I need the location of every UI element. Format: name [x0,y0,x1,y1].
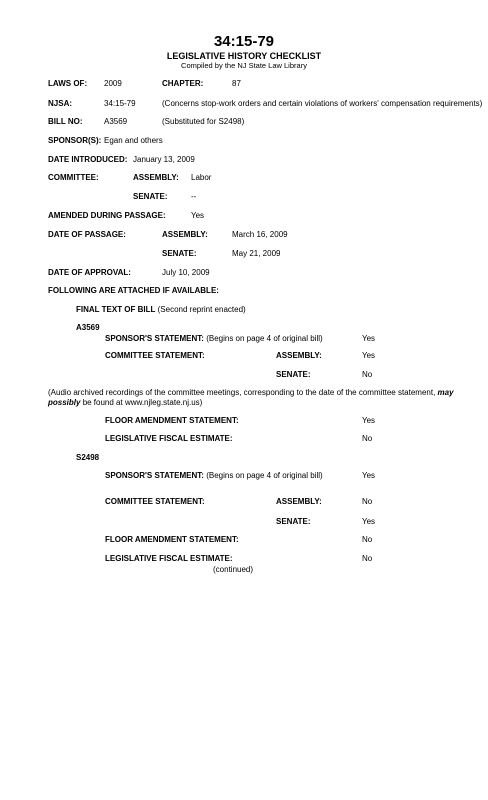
s2498-assembly-label: ASSEMBLY: [276,497,322,506]
s2498-fiscal-label: LEGISLATIVE FISCAL ESTIMATE: [105,554,233,563]
a3569-senate-value: No [362,370,373,379]
committee-assembly-value: Labor [191,173,212,182]
a3569-floor-label: FLOOR AMENDMENT STATEMENT: [105,416,239,425]
s2498-senate-label: SENATE: [276,517,311,526]
s2498-sponsor-value: Yes [362,471,376,480]
a3569-sponsor-line [105,334,323,344]
njsa-label: NJSA: [48,99,73,108]
passage-assembly-label: ASSEMBLY: [162,230,208,239]
a3569-sponsor-note: (Begins on page 4 of original bill) [206,334,323,343]
chapter-value: 87 [232,79,241,88]
s2498-sponsor-label: SPONSOR'S STATEMENT: [105,471,204,480]
sponsors-label: SPONSOR(S): [48,136,102,145]
s2498-committee-label: COMMITTEE STATEMENT: [105,497,205,506]
njsa-description: (Concerns stop-work orders and certain violations of workers' compensation requirements) [162,99,483,108]
s2498-fiscal-value: No [362,554,373,563]
a3569-senate-label: SENATE: [276,370,311,379]
chapter-label: CHAPTER: [162,79,204,88]
laws-of-label: LAWS OF: [48,79,88,88]
passage-senate-value: May 21, 2009 [232,249,281,258]
committee-assembly-label: ASSEMBLY: [133,173,179,182]
amended-label: AMENDED DURING PASSAGE: [48,211,166,220]
following-heading: FOLLOWING ARE ATTACHED IF AVAILABLE: [48,286,219,295]
s2498-floor-value: No [362,535,373,544]
s2498-floor-label: FLOOR AMENDMENT STATEMENT: [105,535,239,544]
page-subtitle: LEGISLATIVE HISTORY CHECKLIST [166,51,322,61]
date-introduced-label: DATE INTRODUCED: [48,155,128,164]
page-title: 34:15-79 [213,33,275,50]
laws-of-value: 2009 [104,79,122,88]
final-text-line [76,305,246,315]
a3569-fiscal-label: LEGISLATIVE FISCAL ESTIMATE: [105,434,233,443]
amended-value: Yes [191,211,205,220]
audio-note-suffix: be found at www.njleg.state.nj.us) [82,398,203,407]
a3569-sponsor-value: Yes [362,334,376,343]
a3569-heading: A3569 [76,323,100,332]
committee-label: COMMITTEE: [48,173,99,182]
committee-senate-label: SENATE: [133,192,168,201]
s2498-senate-value: Yes [362,517,376,526]
committee-senate-value: -- [191,192,197,201]
bill-no-note: (Substituted for S2498) [162,117,245,126]
bill-no-label: BILL NO: [48,117,83,126]
compiled-by: Compiled by the NJ State Law Library [181,61,307,70]
date-of-approval-value: July 10, 2009 [162,268,210,277]
passage-assembly-value: March 16, 2009 [232,230,288,239]
audio-note-emphasis: may possibly [48,388,454,407]
sponsors-value: Egan and others [104,136,163,145]
a3569-assembly-value: Yes [362,351,376,360]
s2498-sponsor-line [105,471,323,481]
audio-note-prefix: (Audio archived recordings of the committee meetings, corresponding to the date of the committee statement, [48,388,436,397]
date-of-passage-label: DATE OF PASSAGE: [48,230,126,239]
njsa-value: 34:15-79 [104,99,136,108]
a3569-floor-value: Yes [362,416,376,425]
date-of-approval-label: DATE OF APPROVAL: [48,268,131,277]
date-introduced-value: January 13, 2009 [133,155,195,164]
s2498-heading: S2498 [76,453,100,462]
passage-senate-label: SENATE: [162,249,197,258]
a3569-committee-label: COMMITTEE STATEMENT: [105,351,205,360]
audio-archive-note [48,388,488,408]
a3569-fiscal-value: No [362,434,373,443]
final-text-note: (Second reprint enacted) [157,305,246,314]
s2498-assembly-value: No [362,497,373,506]
continued-note: (continued) [213,565,254,574]
a3569-sponsor-label: SPONSOR'S STATEMENT: [105,334,204,343]
s2498-sponsor-note: (Begins on page 4 of original bill) [206,471,323,480]
final-text-label: FINAL TEXT OF BILL [76,305,156,314]
bill-no-value: A3569 [104,117,128,126]
a3569-assembly-label: ASSEMBLY: [276,351,322,360]
